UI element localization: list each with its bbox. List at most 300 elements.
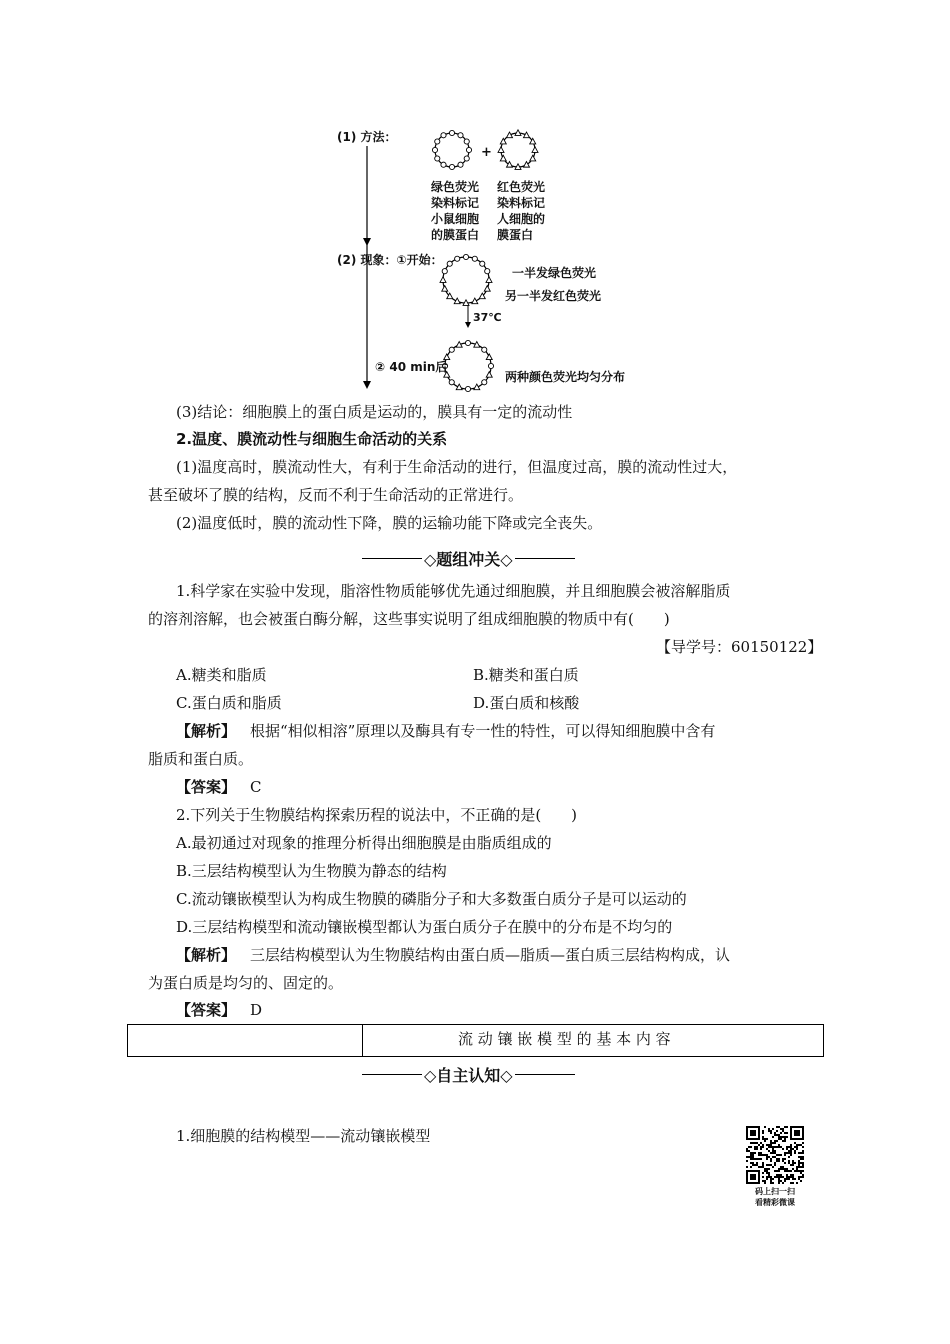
qr-module (766, 1158, 768, 1160)
qr-module (784, 1140, 786, 1142)
green-protein-marker (488, 363, 493, 368)
qr-module (782, 1140, 784, 1142)
qr-module (770, 1180, 772, 1182)
qr-module (752, 1158, 754, 1160)
qr-module (778, 1178, 780, 1180)
temperature-label: 37℃ (473, 311, 502, 324)
red-protein-marker (500, 155, 506, 161)
green-protein-marker (465, 340, 470, 345)
qr-module (776, 1126, 778, 1128)
qr-module (782, 1168, 784, 1170)
qr-module (780, 1146, 782, 1148)
qr-module (762, 1164, 764, 1166)
qr-module (768, 1156, 770, 1158)
qr-module (756, 1162, 758, 1164)
qr-module (784, 1158, 786, 1160)
left-caption-line: 染料标记 (431, 196, 480, 210)
right-caption-line: 红色荧光 (497, 180, 546, 194)
divider-line (362, 1074, 422, 1075)
qr-module (762, 1154, 764, 1156)
qr-module (800, 1166, 802, 1168)
qr-module (790, 1152, 792, 1154)
red-protein-marker (524, 162, 530, 168)
qr-module (786, 1170, 788, 1172)
qr-module (772, 1150, 774, 1152)
qr-module (780, 1154, 782, 1156)
qr-module (796, 1146, 798, 1148)
qr-module (774, 1164, 776, 1166)
qr-module (778, 1160, 780, 1162)
q2-option-c: C.流动镶嵌模型认为构成生物膜的磷脂分子和大多数蛋白质分子是可以运动的 (176, 890, 687, 908)
qr-module (794, 1152, 796, 1154)
qr-module (768, 1172, 770, 1174)
left-caption-line: 的膜蛋白 (431, 228, 480, 242)
qr-module (778, 1170, 780, 1172)
qr-module (776, 1140, 778, 1142)
qr-module (774, 1134, 776, 1136)
qr-module (772, 1128, 774, 1130)
qr-caption-line: 码上扫一扫 (755, 1187, 795, 1196)
qr-module (786, 1126, 788, 1128)
qr-module (760, 1152, 762, 1154)
green-protein-marker (447, 261, 452, 266)
paragraph-high-temp-line1: (1)温度高时，膜流动性大，有利于生命活动的进行，但温度过高，膜的流动性过大， (176, 458, 738, 476)
qr-module (778, 1138, 780, 1140)
qr-module (758, 1166, 760, 1168)
green-protein-marker (464, 139, 469, 144)
red-protein-marker (507, 162, 513, 168)
qr-module (800, 1144, 802, 1146)
qr-module (774, 1152, 776, 1154)
qr-module (760, 1142, 762, 1144)
qr-module (786, 1146, 788, 1148)
qr-module (774, 1176, 776, 1178)
q1-option-b: B.糖类和蛋白质 (473, 666, 579, 684)
qr-module (798, 1178, 800, 1180)
green-protein-marker (458, 162, 463, 167)
qr-module (758, 1154, 760, 1156)
qr-module (766, 1154, 768, 1156)
qr-module (780, 1132, 782, 1134)
qr-module (786, 1178, 788, 1180)
qr-module (780, 1176, 782, 1178)
qr-module (768, 1130, 770, 1132)
analysis-text: 根据“相似相溶”原理以及酶具有专一性的特性，可以得知细胞膜中含有 (250, 722, 716, 740)
left-caption (431, 179, 479, 243)
section-title: ◇题组冲关◇ (424, 550, 513, 569)
qr-module (772, 1156, 774, 1158)
qr-finder (794, 1130, 800, 1136)
qr-module (766, 1164, 768, 1166)
qr-module (790, 1176, 792, 1178)
qr-module (746, 1160, 748, 1162)
qr-module (798, 1170, 800, 1172)
qr-module (774, 1156, 776, 1158)
qr-module (796, 1182, 798, 1184)
green-protein-marker (449, 347, 454, 352)
qr-module (760, 1154, 762, 1156)
qr-module (780, 1168, 782, 1170)
qr-module (776, 1154, 778, 1156)
section-divider-self-study (362, 1063, 575, 1086)
qr-module (802, 1152, 804, 1154)
red-protein-marker (498, 147, 504, 153)
answer-value: D (250, 1001, 263, 1019)
qr-module (784, 1168, 786, 1170)
qr-module (784, 1178, 786, 1180)
qr-module (766, 1178, 768, 1180)
qr-module (764, 1168, 766, 1170)
qr-module (768, 1144, 770, 1146)
q1-stem-line2: 的溶剂溶解，也会被蛋白酶分解，这些事实说明了组成细胞膜的物质中有( ) (148, 610, 670, 628)
qr-module (800, 1176, 802, 1178)
section-title: ◇自主认知◇ (424, 1066, 513, 1085)
qr-module (770, 1140, 772, 1142)
qr-module (782, 1158, 784, 1160)
qr-module (778, 1144, 780, 1146)
qr-module (782, 1166, 784, 1168)
qr-module (762, 1162, 764, 1164)
qr-module (768, 1164, 770, 1166)
q2-stem: 2.下列关于生物膜结构探索历程的说法中，不正确的是( ) (176, 806, 578, 824)
qr-module (772, 1152, 774, 1154)
qr-module (790, 1170, 792, 1172)
qr-module (784, 1136, 786, 1138)
banner-underline (128, 1056, 298, 1057)
qr-module (778, 1146, 780, 1148)
green-protein-marker (441, 162, 446, 167)
qr-module (786, 1152, 788, 1154)
method-label: (1) 方法： (337, 130, 397, 144)
qr-module (784, 1132, 786, 1134)
qr-module (788, 1156, 790, 1158)
qr-module (762, 1180, 764, 1182)
qr-module (770, 1130, 772, 1132)
cell-membrane (435, 133, 469, 167)
qr-module (758, 1158, 760, 1160)
qr-module (794, 1178, 796, 1180)
qr-module (760, 1166, 762, 1168)
qr-module (770, 1158, 772, 1160)
qr-module (766, 1144, 768, 1146)
qr-module (772, 1178, 774, 1180)
qr-module (792, 1176, 794, 1178)
plus-sign: + (481, 145, 492, 160)
qr-module (762, 1146, 764, 1148)
qr-module (774, 1140, 776, 1142)
q1-answer (176, 776, 262, 798)
qr-module (774, 1162, 776, 1164)
qr-module (752, 1164, 754, 1166)
green-protein-marker (466, 147, 471, 152)
qr-module (772, 1166, 774, 1168)
qr-module (772, 1146, 774, 1148)
qr-finder (750, 1130, 756, 1136)
green-protein-marker (463, 254, 468, 259)
qr-module (786, 1176, 788, 1178)
paragraph-high-temp-line2: 甚至破坏了膜的结构，反而不利于生命活动的正常进行。 (148, 486, 524, 504)
qr-module (786, 1174, 788, 1176)
qr-module (762, 1132, 764, 1134)
qr-module (778, 1176, 780, 1178)
qr-module (752, 1142, 754, 1144)
qr-module (776, 1146, 778, 1148)
green-protein-marker (458, 133, 463, 138)
qr-module (754, 1146, 756, 1148)
topic-banner (127, 1024, 824, 1057)
qr-module (800, 1152, 802, 1154)
qr-module (778, 1174, 780, 1176)
qr-module (754, 1152, 756, 1154)
qr-module (786, 1148, 788, 1150)
qr-module (780, 1180, 782, 1182)
qr-module (752, 1156, 754, 1158)
qr-module (800, 1170, 802, 1172)
qr-module (764, 1180, 766, 1182)
qr-module (756, 1142, 758, 1144)
qr-module (756, 1146, 758, 1148)
qr-module (796, 1148, 798, 1150)
qr-module (778, 1182, 780, 1184)
qr-module (790, 1146, 792, 1148)
qr-module (786, 1168, 788, 1170)
banner-title: 流 动 镶 嵌 模 型 的 基 本 内 容 (458, 1030, 671, 1048)
qr-module (798, 1160, 800, 1162)
fused-cell-after (442, 340, 493, 391)
right-caption (497, 179, 545, 243)
qr-module (782, 1148, 784, 1150)
qr-module (792, 1182, 794, 1184)
qr-module (800, 1180, 802, 1182)
qr-module (748, 1156, 750, 1158)
green-protein-marker (482, 347, 487, 352)
qr-module (788, 1178, 790, 1180)
left-caption-line: 绿色荧光 (431, 180, 480, 194)
qr-module (800, 1158, 802, 1160)
qr-module (770, 1160, 772, 1162)
qr-module (794, 1170, 796, 1172)
answer-value: C (250, 778, 262, 796)
right-caption-line: 膜蛋白 (497, 228, 534, 242)
qr-module (802, 1176, 804, 1178)
q2-answer (176, 999, 262, 1021)
qr-module (798, 1156, 800, 1158)
phenomenon-label: (2) 现象：①开始： (337, 253, 443, 267)
arrow-head-1 (363, 238, 371, 246)
qr-module (768, 1176, 770, 1178)
qr-code-icon[interactable] (746, 1126, 804, 1184)
qr-module (770, 1178, 772, 1180)
qr-module (784, 1180, 786, 1182)
qr-module (748, 1150, 750, 1152)
green-protein-marker (432, 147, 437, 152)
after-label: ② 40 min后 (375, 360, 448, 374)
qr-module (792, 1160, 794, 1162)
qr-module (794, 1162, 796, 1164)
answer-tag: 【答案】 (176, 1001, 237, 1019)
qr-module (762, 1144, 764, 1146)
qr-module (770, 1152, 772, 1154)
qr-module (762, 1138, 764, 1140)
qr-module (768, 1168, 770, 1170)
qr-module (800, 1156, 802, 1158)
green-protein-marker (472, 256, 477, 261)
qr-module (772, 1142, 774, 1144)
qr-module (788, 1160, 790, 1162)
qr-module (784, 1138, 786, 1140)
qr-module (778, 1154, 780, 1156)
qr-module (750, 1158, 752, 1160)
qr-module (788, 1170, 790, 1172)
qr-module (772, 1136, 774, 1138)
q2-option-b: B.三层结构模型认为生物膜为静态的结构 (176, 862, 447, 880)
qr-module (768, 1174, 770, 1176)
qr-module (784, 1152, 786, 1154)
green-protein-marker (449, 130, 454, 135)
point-1-heading: 1.细胞膜的结构模型——流动镶嵌模型 (176, 1127, 431, 1145)
q2-analysis-line1 (176, 944, 730, 966)
qr-module (802, 1166, 804, 1168)
qr-module (764, 1182, 766, 1184)
qr-module (766, 1138, 768, 1140)
qr-module (788, 1150, 790, 1152)
qr-module (792, 1174, 794, 1176)
q1-analysis-line1 (176, 720, 715, 742)
qr-module (746, 1150, 748, 1152)
qr-module (780, 1138, 782, 1140)
qr-module (798, 1164, 800, 1166)
human-cell-circle (498, 130, 538, 170)
green-protein-marker (435, 156, 440, 161)
qr-module (764, 1126, 766, 1128)
qr-module (750, 1146, 752, 1148)
qr-module (802, 1170, 804, 1172)
q1-analysis-line2: 脂质和蛋白质。 (148, 750, 254, 768)
green-protein-marker (482, 380, 487, 385)
qr-module (794, 1146, 796, 1148)
qr-module (770, 1142, 772, 1144)
qr-module (770, 1132, 772, 1134)
qr-module (762, 1130, 764, 1132)
qr-module (762, 1172, 764, 1174)
qr-module (754, 1164, 756, 1166)
qr-module (778, 1134, 780, 1136)
qr-module (802, 1156, 804, 1158)
conclusion-text: (3)结论：细胞膜上的蛋白质是运动的，膜具有一定的流动性 (176, 403, 573, 421)
qr-module (746, 1148, 748, 1150)
green-protein-marker (455, 256, 460, 261)
qr-module (772, 1182, 774, 1184)
fused-cell-start (440, 254, 492, 305)
red-protein-marker (486, 277, 492, 283)
qr-module (778, 1158, 780, 1160)
qr-module (758, 1152, 760, 1154)
qr-finder (750, 1174, 756, 1180)
qr-module (782, 1182, 784, 1184)
qr-module (802, 1162, 804, 1164)
qr-module (782, 1176, 784, 1178)
qr-module (788, 1162, 790, 1164)
qr-module (802, 1142, 804, 1144)
qr-module (792, 1164, 794, 1166)
qr-module (798, 1152, 800, 1154)
qr-module (764, 1154, 766, 1156)
qr-module (756, 1148, 758, 1150)
qr-module (768, 1128, 770, 1130)
green-protein-marker (480, 261, 485, 266)
right-caption-line: 染料标记 (497, 196, 546, 210)
qr-module (778, 1180, 780, 1182)
qr-module (746, 1166, 748, 1168)
qr-module (764, 1170, 766, 1172)
qr-module (768, 1146, 770, 1148)
qr-module (796, 1170, 798, 1172)
qr-module (756, 1158, 758, 1160)
qr-module (784, 1126, 786, 1128)
qr-module (788, 1146, 790, 1148)
qr-module (792, 1148, 794, 1150)
qr-module (780, 1136, 782, 1138)
analysis-tag: 【解析】 (176, 722, 237, 740)
qr-module (780, 1166, 782, 1168)
qr-module (750, 1162, 752, 1164)
qr-module (770, 1144, 772, 1146)
qr-module (760, 1146, 762, 1148)
qr-module (788, 1176, 790, 1178)
qr-module (788, 1152, 790, 1154)
qr-module (802, 1146, 804, 1148)
divider-line (362, 558, 422, 559)
green-protein-marker (449, 164, 454, 169)
qr-module (780, 1128, 782, 1130)
qr-module (792, 1178, 794, 1180)
qr-module (776, 1130, 778, 1132)
q1-stem-line1: 1.科学家在实验中发现，脂溶性物质能够优先通过细胞膜，并且细胞膜会被溶解脂质 (176, 582, 731, 600)
qr-module (802, 1174, 804, 1176)
qr-module (756, 1164, 758, 1166)
left-caption-line: 小鼠细胞 (431, 212, 480, 226)
q1-option-d: D.蛋白质和核酸 (473, 694, 580, 712)
green-protein-marker (485, 269, 490, 274)
qr-module (786, 1132, 788, 1134)
qr-module (776, 1158, 778, 1160)
qr-module (776, 1160, 778, 1162)
qr-module (750, 1142, 752, 1144)
green-protein-marker (465, 386, 470, 391)
qr-module (766, 1176, 768, 1178)
q1-option-a: A.糖类和脂质 (176, 666, 267, 684)
q2-option-d: D.三层结构模型和流动镶嵌模型都认为蛋白质分子在膜中的分布是不均匀的 (176, 918, 673, 936)
qr-module (784, 1154, 786, 1156)
qr-module (790, 1148, 792, 1150)
red-protein-marker (440, 277, 446, 283)
qr-module (790, 1164, 792, 1166)
q1-option-c: C.蛋白质和脂质 (176, 694, 282, 712)
qr-module (776, 1170, 778, 1172)
qr-module (754, 1158, 756, 1160)
qr-module (774, 1132, 776, 1134)
divider-line (515, 558, 575, 559)
qr-module (750, 1152, 752, 1154)
red-protein-marker (484, 286, 490, 292)
after-note: 两种颜色荧光均匀分布 (505, 370, 626, 384)
qr-caption-line: 看精彩微课 (755, 1198, 795, 1207)
q2-option-a: A.最初通过对现象的推理分析得出细胞膜是由脂质组成的 (176, 834, 552, 852)
qr-module (792, 1162, 794, 1164)
temp-arrow-head (465, 322, 471, 328)
qr-module (802, 1164, 804, 1166)
qr-module (784, 1170, 786, 1172)
